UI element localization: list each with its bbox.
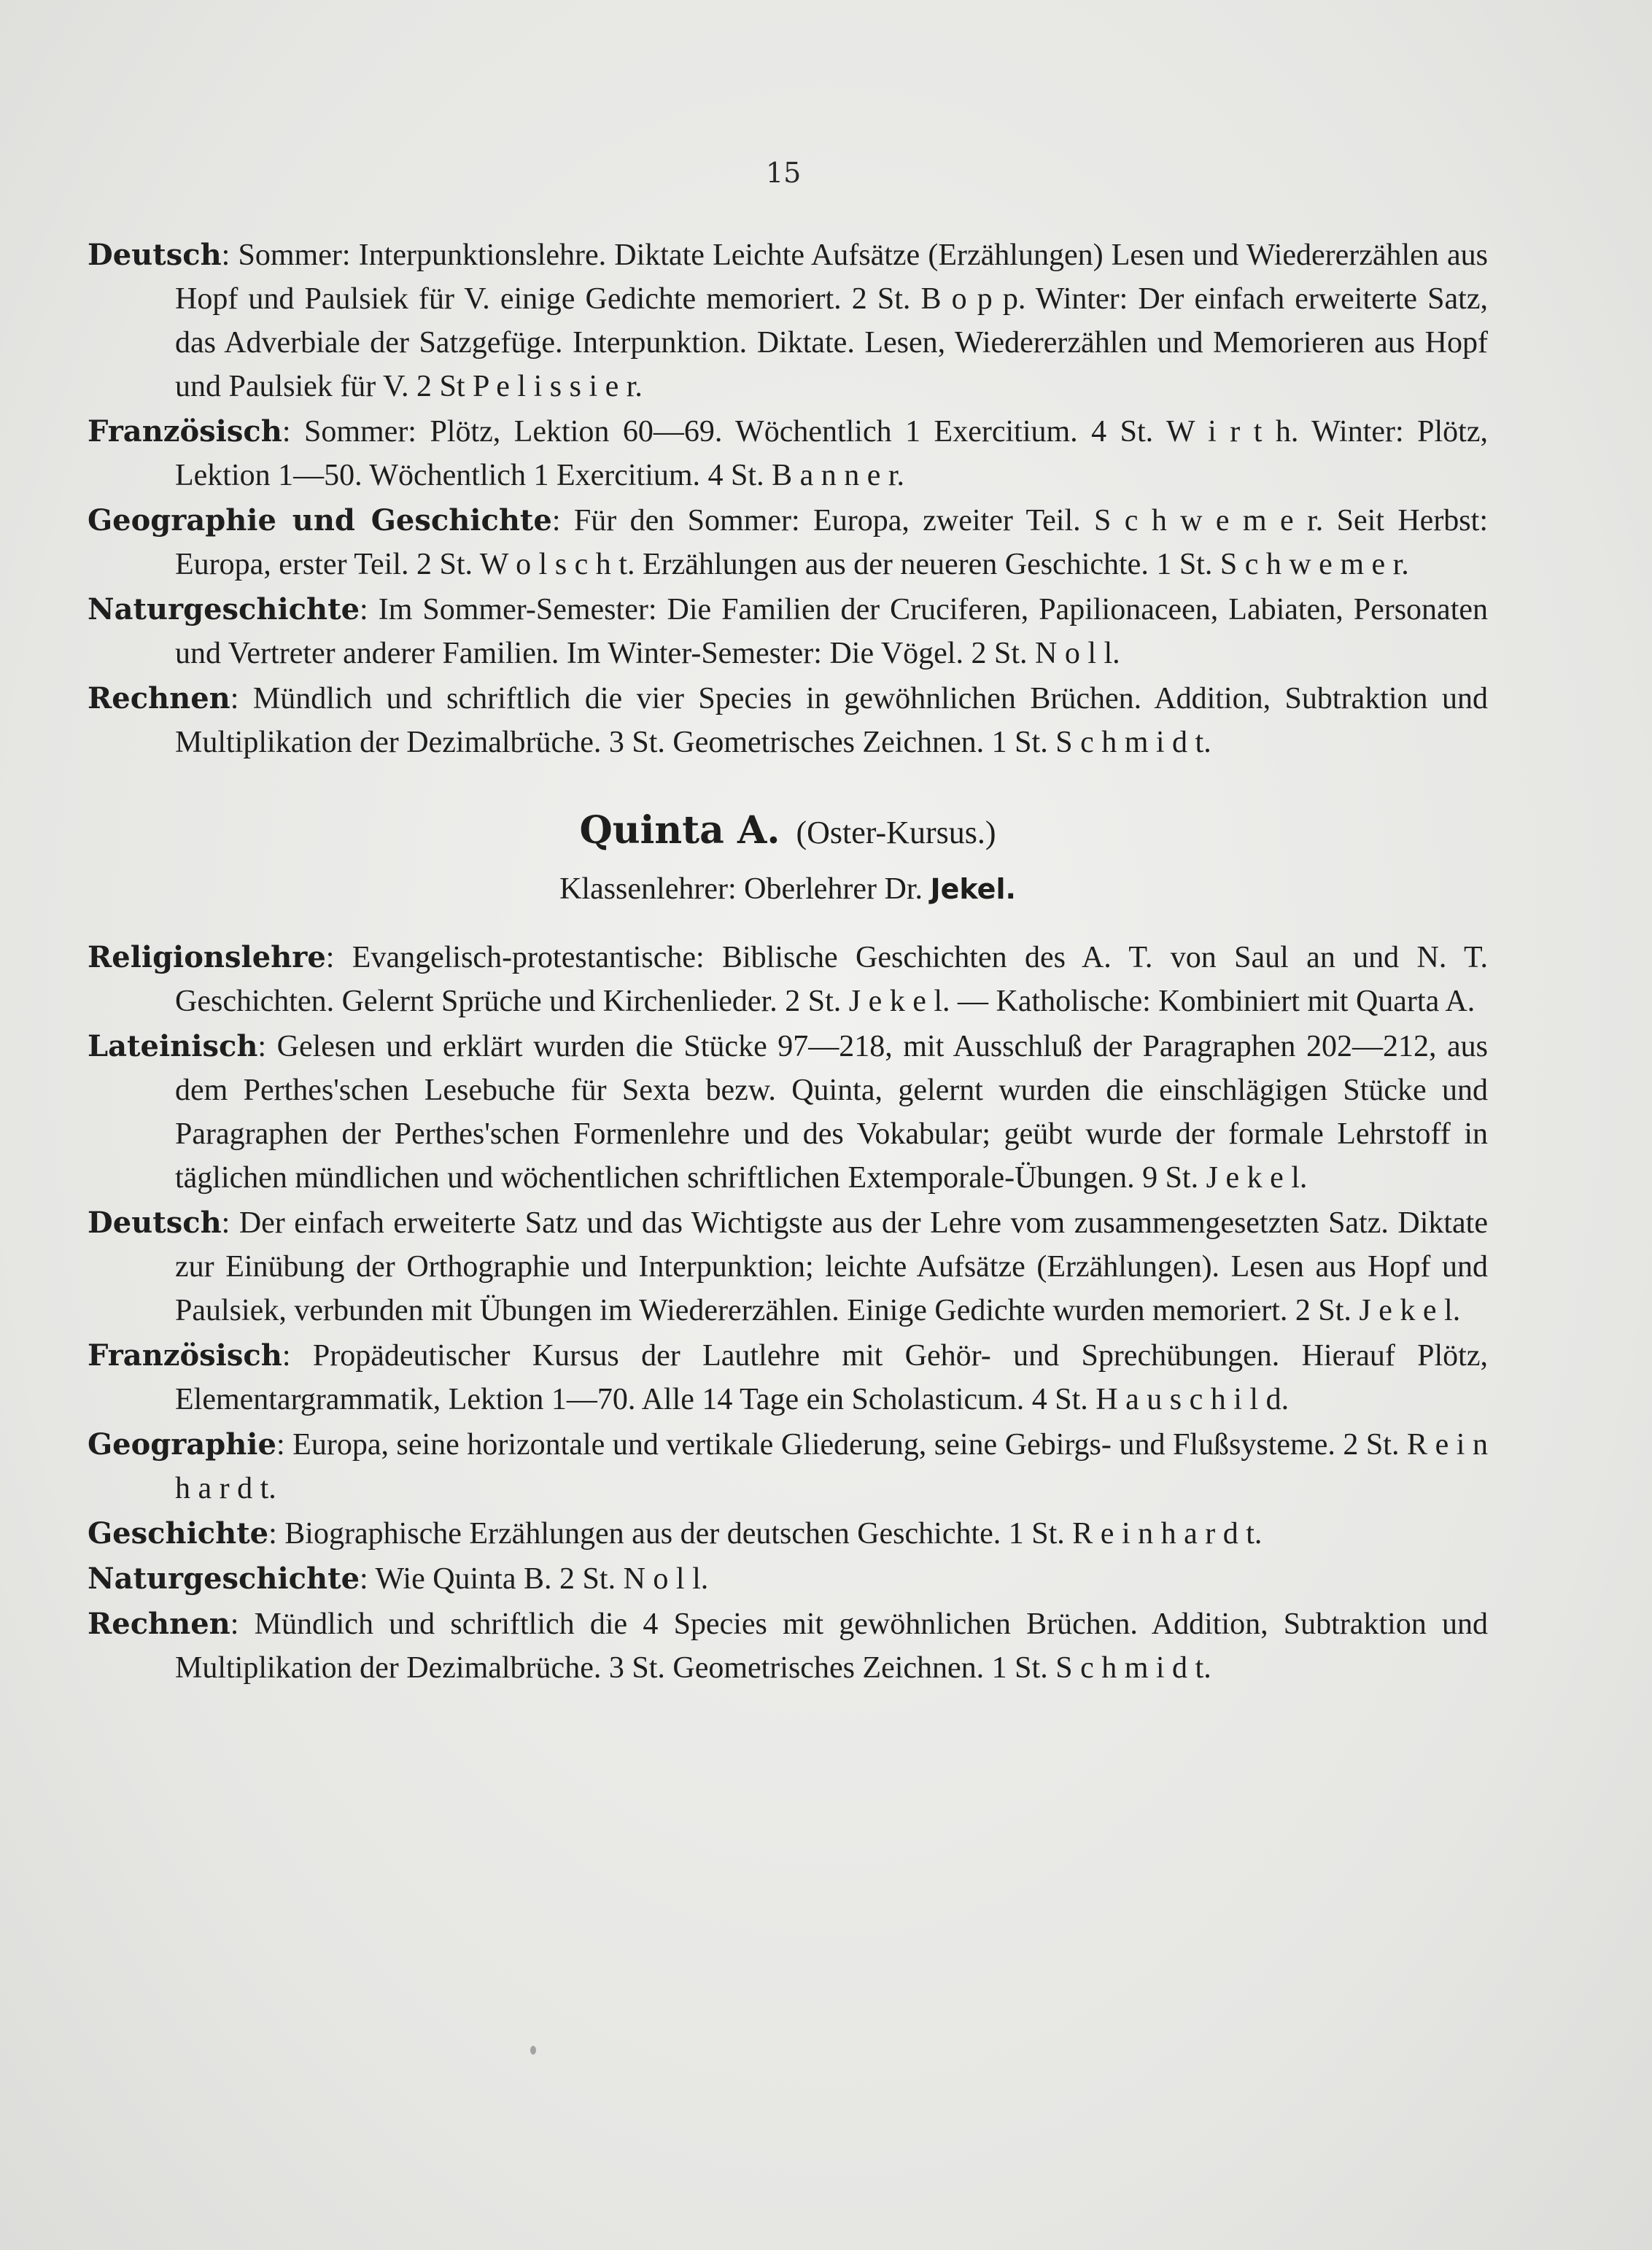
teacher-label: Klassenlehrer: Oberlehrer Dr.	[559, 872, 923, 906]
entry-franzoesisch-1	[88, 410, 1488, 497]
entry-geschichte-2	[88, 1512, 1488, 1556]
entry-deutsch-1	[88, 233, 1488, 408]
ink-spot	[530, 2046, 536, 2055]
entry-franzoesisch-2	[88, 1334, 1488, 1421]
subject-label: Deutsch	[88, 238, 222, 272]
entry-rechnen-2	[88, 1602, 1488, 1690]
page-number: 15	[766, 157, 802, 189]
section-title: Quinta A.	[579, 808, 780, 853]
subject-label: Französisch	[88, 1338, 282, 1373]
entry-text: : Mündlich und schriftlich die vier Species in gewöhnlichen Brüchen. Addition, Subtraktion und Multiplikation der Dezimalbrüche. 3 St. Geometrisches Zeichnen. 1 St. S c h m i d t.	[175, 682, 1488, 759]
entry-geographie-geschichte-1	[88, 499, 1488, 586]
subject-label: Deutsch	[88, 1206, 222, 1240]
entry-text: : Gelesen und erklärt wurden die Stücke 97—218, mit Ausschluß der Paragraphen 202—212, aus dem Perthes'schen Lesebuche für Sexta bezw. Quinta, gelernt wurden die einschlägigen Stücke und Paragraphen der Perthes'schen Formenlehre und des Vokabular; geübt wurde der formale Lehrstoff in täglichen mündlichen und wöchentlichen schriftlichen Extemporale-Übungen. 9 St. J e k e l.	[175, 1030, 1488, 1195]
section-heading	[88, 808, 1488, 853]
entry-text: : Der einfach erweiterte Satz und das Wichtigste aus der Lehre vom zusammengesetzten Satz. Diktate zur Einübung der Orthographie und Interpunktion; leichte Aufsätze (Erzählungen). Lesen aus Hopf und Paulsiek, verbunden mit Übungen im Wiedererzählen. Einige Gedichte wurden memoriert. 2 St. J e k e l.	[175, 1206, 1488, 1327]
teacher-name: Jekel.	[930, 873, 1016, 905]
subject-label: Französisch	[88, 414, 282, 449]
entry-naturgeschichte-2	[88, 1557, 1488, 1601]
section-1	[88, 233, 1488, 1691]
subject-label: Naturgeschichte	[88, 1562, 360, 1596]
subject-label: Religionslehre	[88, 940, 326, 974]
entry-text: : Europa, seine horizontale und vertikale Gliederung, seine Gebirgs- und Flußsysteme. 2 St. R e i n h a r d t.	[175, 1428, 1488, 1505]
entry-geographie-2	[88, 1423, 1488, 1510]
entry-text: : Mündlich und schriftlich die 4 Species mit gewöhnlichen Brüchen. Addition, Subtraktion und Multiplikation der Dezimalbrüche. 3 St. Geometrisches Zeichnen. 1 St. S c h m i d t.	[175, 1607, 1488, 1685]
entry-text: : Für den Sommer: Europa, zweiter Teil. S c h w e m e r. Seit Herbst: Europa, erster Teil. 2 St. W o l s c h t. Erzählungen aus der neueren Geschichte. 1 St. S c h w e m e r.	[175, 504, 1488, 581]
subject-label: Lateinisch	[88, 1029, 258, 1063]
entry-deutsch-2	[88, 1201, 1488, 1332]
subject-label: Geschichte	[88, 1516, 269, 1551]
entry-lateinisch	[88, 1025, 1488, 1200]
section-subtitle: (Oster-Kursus.)	[796, 815, 996, 850]
entry-text: : Propädeutischer Kursus der Lautlehre mit Gehör- und Sprechübungen. Hierauf Plötz, Elementargrammatik, Lektion 1—70. Alle 14 Tage ein Scholasticum. 4 St. H a u s c h i l d.	[175, 1339, 1488, 1416]
subject-label: Geographie und Geschichte	[88, 503, 552, 538]
subject-label: Naturgeschichte	[88, 592, 360, 626]
entry-text: : Im Sommer-Semester: Die Familien der Cruciferen, Papilionaceen, Labiaten, Personaten und Vertreter anderer Familien. Im Winter-Semester: Die Vögel. 2 St. N o l l.	[175, 593, 1488, 670]
entry-text: : Evangelisch-protestantische: Biblische Geschichten des A. T. von Saul an und N. T. Geschichten. Gelernt Sprüche und Kirchenlieder. 2 St. J e k e l. — Katholische: Kombiniert mit Quarta A.	[175, 941, 1488, 1018]
entry-text: : Biographische Erzählungen aus der deutschen Geschichte. 1 St. R e i n h a r d t.	[268, 1517, 1263, 1551]
entry-naturgeschichte-1	[88, 588, 1488, 675]
entry-text: : Sommer: Plötz, Lektion 60—69. Wöchentlich 1 Exercitium. 4 St. W i r t h. Winter: Plötz, Lektion 1—50. Wöchentlich 1 Exercitium. 4 St. B a n n e r.	[175, 415, 1488, 492]
teacher-line	[88, 867, 1488, 911]
entry-text: : Wie Quinta B. 2 St. N o l l.	[360, 1562, 709, 1596]
subject-label: Rechnen	[88, 681, 230, 715]
entry-rechnen-1	[88, 677, 1488, 764]
subject-label: Geographie	[88, 1427, 276, 1462]
subject-label: Rechnen	[88, 1607, 230, 1641]
entry-religionslehre	[88, 936, 1488, 1023]
entry-text: : Sommer: Interpunktionslehre. Diktate Leichte Aufsätze (Erzählungen) Lesen und Wiedererzählen aus Hopf und Paulsiek für V. einige Gedichte memoriert. 2 St. B o p p. Winter: Der einfach erweiterte Satz, das Adverbiale der Satzgefüge. Interpunktion. Diktate. Lesen, Wiedererzählen und Memorieren aus Hopf und Paulsiek für V. 2 St P e l i s s i e r.	[175, 238, 1488, 403]
